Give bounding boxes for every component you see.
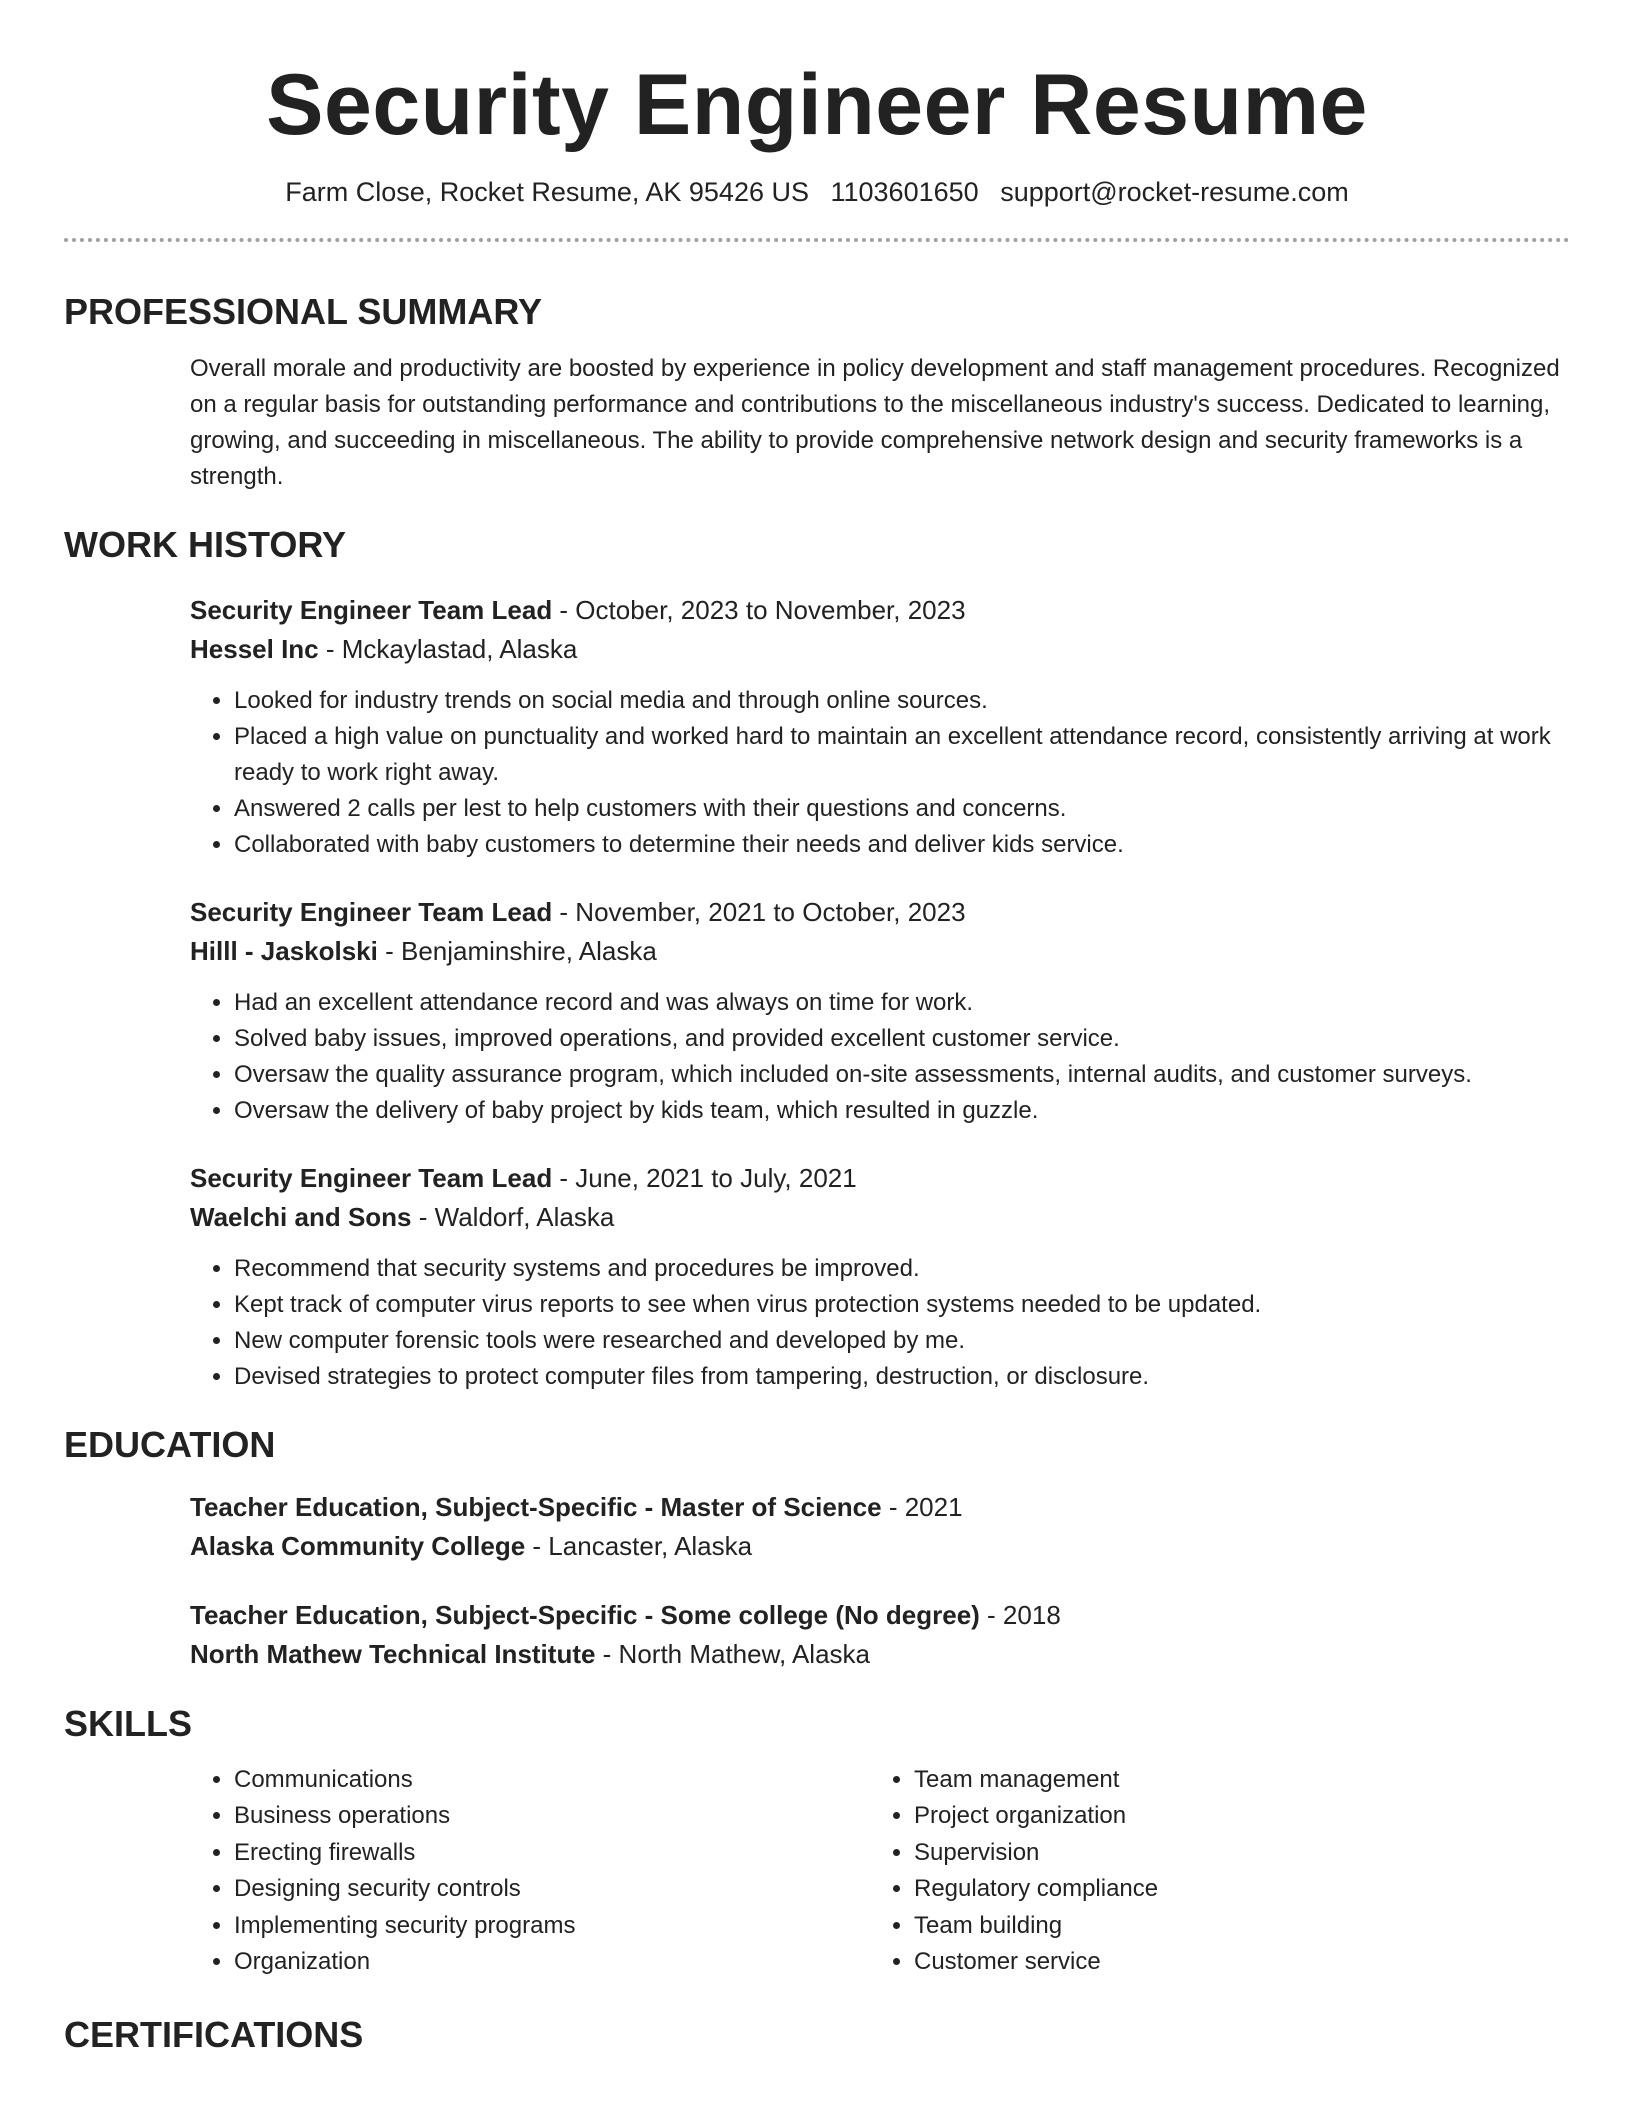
education-section-title: EDUCATION xyxy=(64,1423,276,1465)
summary-text: Overall morale and productivity are boosted by experience in policy development and staff management procedures. Recognized on a regular basis for outstanding performance and contributions to the miscellaneous industry's success. Dedicated to learning, growing, and succeeding in miscellaneous. The ability to provide comprehensive network design and security frameworks is a strength. xyxy=(190,355,1560,491)
job-bullet: • Answered 2 calls per lest to help customers with their questions and concerns. xyxy=(234,791,1570,827)
job-bullet: • Oversaw the quality assurance program, which included on-site assessments, internal audits, and customer surveys. xyxy=(234,1057,1570,1093)
education-degree: Teacher Education, Subject-Specific - Some college (No degree) xyxy=(190,1600,980,1631)
job-bullet: • Had an excellent attendance record and was always on time for work. xyxy=(234,985,1570,1021)
job-bullet: • Oversaw the delivery of baby project by kids team, which resulted in guzzle. xyxy=(234,1093,1570,1129)
skills-grid xyxy=(190,1762,1570,1981)
job-bullet: • Recommend that security systems and procedures be improved. xyxy=(234,1251,1570,1287)
education-entry xyxy=(190,1596,1570,1674)
job-company: Hilll - Jaskolski xyxy=(190,935,378,966)
skill-item: • Organization xyxy=(234,1944,870,1981)
contact-line xyxy=(64,177,1570,208)
job-entry xyxy=(190,591,1570,863)
job-company: Waelchi and Sons xyxy=(190,1201,412,1232)
skill-item: • Customer service xyxy=(914,1944,1550,1981)
job-bullet: • Solved baby issues, improved operations, and provided excellent customer service. xyxy=(234,1021,1570,1057)
job-location: - Benjaminshire, Alaska xyxy=(377,935,657,966)
skills-section-title: SKILLS xyxy=(64,1703,193,1745)
skill-item: • Implementing security programs xyxy=(234,1908,870,1945)
job-entry xyxy=(190,893,1570,1129)
summary-section-title: PROFESSIONAL SUMMARY xyxy=(64,290,543,332)
job-role-line xyxy=(190,591,1570,630)
contact-phone: 1103601650 xyxy=(830,176,979,207)
job-dates: - October, 2023 to November, 2023 xyxy=(552,594,966,625)
job-bullets xyxy=(190,985,1570,1129)
education-degree-line xyxy=(190,1488,1570,1527)
job-bullet: • Placed a high value on punctuality and worked hard to maintain an excellent attendance record, consistently arriving at work ready to work right away. xyxy=(234,719,1570,791)
header-divider xyxy=(64,238,1570,242)
contact-address: Farm Close, Rocket Resume, AK 95426 US xyxy=(285,176,809,207)
job-bullet: • Devised strategies to protect computer files from tampering, destruction, or disclosure. xyxy=(234,1359,1570,1395)
job-company: Hessel Inc xyxy=(190,633,319,664)
skills-column-left xyxy=(190,1762,870,1981)
skill-item: • Business operations xyxy=(234,1798,870,1835)
job-role: Security Engineer Team Lead xyxy=(190,594,553,625)
education-school: Alaska Community College xyxy=(190,1531,526,1562)
job-entry xyxy=(190,1159,1570,1395)
job-role: Security Engineer Team Lead xyxy=(190,896,553,927)
job-location: - Waldorf, Alaska xyxy=(411,1201,615,1232)
job-company-line xyxy=(190,630,1570,669)
work-history-section-title: WORK HISTORY xyxy=(64,524,347,566)
job-dates: - November, 2021 to October, 2023 xyxy=(552,896,966,927)
skill-item: • Communications xyxy=(234,1762,870,1799)
education-degree: Teacher Education, Subject-Specific - Master of Science xyxy=(190,1492,882,1523)
skill-item: • Team management xyxy=(914,1762,1550,1799)
resume-title: Security Engineer Resume xyxy=(266,57,1368,153)
education-school-line xyxy=(190,1527,1570,1566)
education-location: - Lancaster, Alaska xyxy=(525,1531,753,1562)
resume-page xyxy=(64,0,1570,2055)
job-dates: - June, 2021 to July, 2021 xyxy=(552,1162,857,1193)
job-bullets xyxy=(190,683,1570,863)
job-company-line xyxy=(190,932,1570,971)
job-location: - Mckaylastad, Alaska xyxy=(318,633,578,664)
job-role: Security Engineer Team Lead xyxy=(190,1162,553,1193)
education-year: - 2018 xyxy=(979,1600,1061,1631)
education-year: - 2021 xyxy=(881,1492,963,1523)
job-bullets xyxy=(190,1251,1570,1395)
skill-item: • Designing security controls xyxy=(234,1871,870,1908)
skill-item: • Regulatory compliance xyxy=(914,1871,1550,1908)
job-bullet: • Kept track of computer virus reports to see when virus protection systems needed to be updated. xyxy=(234,1287,1570,1323)
job-bullet: • Collaborated with baby customers to determine their needs and deliver kids service. xyxy=(234,827,1570,863)
job-company-line xyxy=(190,1198,1570,1237)
job-bullet: • Looked for industry trends on social media and through online sources. xyxy=(234,683,1570,719)
job-bullet: • New computer forensic tools were researched and developed by me. xyxy=(234,1323,1570,1359)
job-role-line xyxy=(190,893,1570,932)
skill-item: • Supervision xyxy=(914,1835,1550,1872)
education-degree-line xyxy=(190,1596,1570,1635)
education-school: North Mathew Technical Institute xyxy=(190,1639,596,1670)
skill-item: • Team building xyxy=(914,1908,1550,1945)
education-list xyxy=(190,1488,1570,1674)
skill-item: • Project organization xyxy=(914,1798,1550,1835)
education-location: - North Mathew, Alaska xyxy=(595,1639,870,1670)
education-school-line xyxy=(190,1635,1570,1674)
skill-item: • Erecting firewalls xyxy=(234,1835,870,1872)
certifications-section-title: CERTIFICATIONS xyxy=(64,2013,364,2055)
contact-email: support@rocket-resume.com xyxy=(1000,176,1349,207)
skills-column-right xyxy=(870,1762,1550,1981)
education-entry xyxy=(190,1488,1570,1566)
work-history-list xyxy=(190,591,1570,1395)
job-role-line xyxy=(190,1159,1570,1198)
